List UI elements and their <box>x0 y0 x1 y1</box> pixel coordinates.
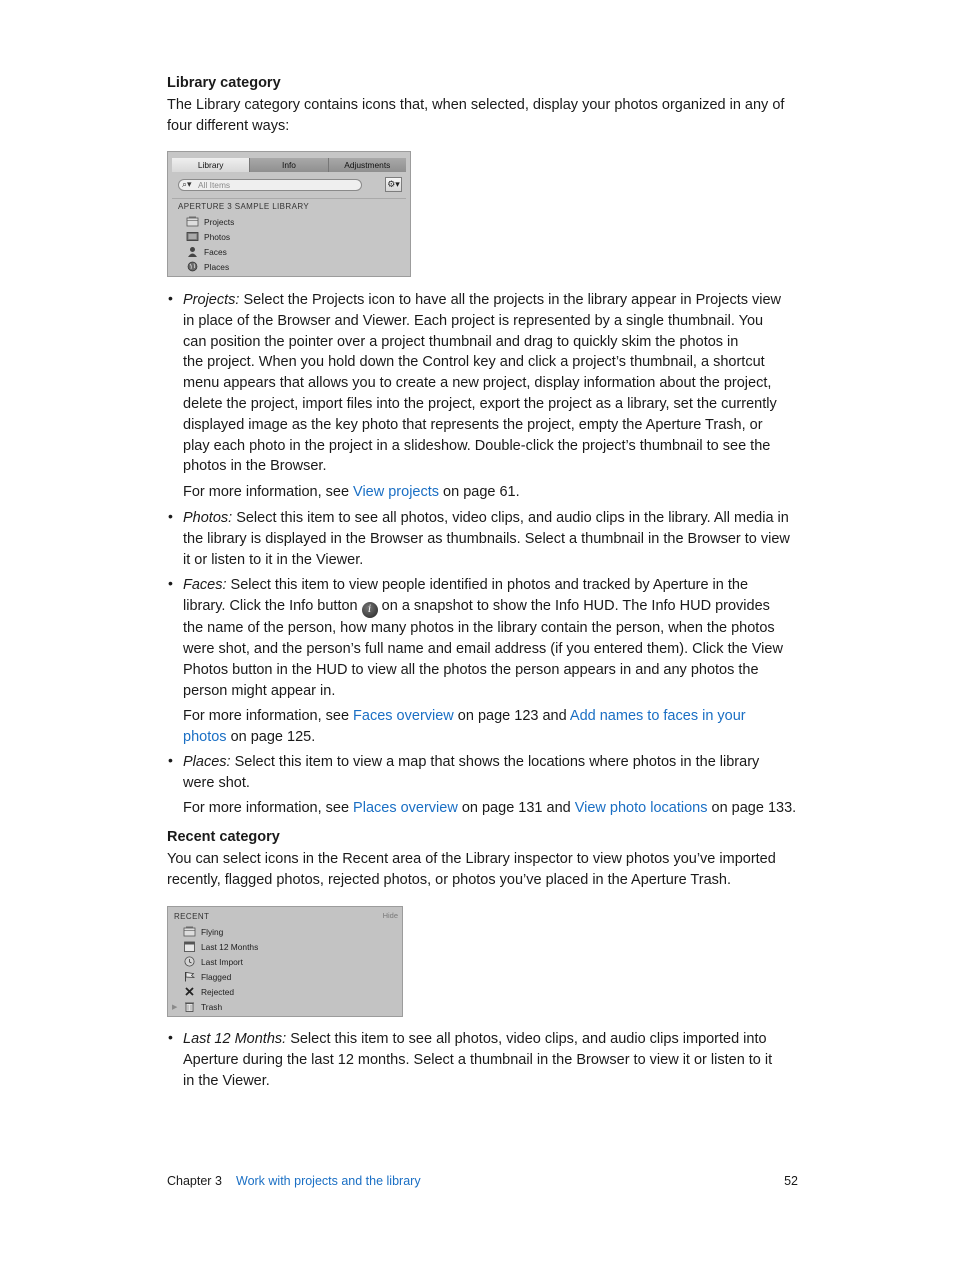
recent-header: RECENT <box>174 912 210 921</box>
projects-icon <box>186 216 199 227</box>
add-names-link-cont[interactable]: photos <box>183 729 227 746</box>
recent-category-intro-2: recently, flagged photos, rejected photos, or photos you’ve placed in the Aperture Trash. <box>167 872 731 888</box>
recent-item-label: Trash <box>201 1001 223 1012</box>
recent-category-intro-1: You can select icons in the Recent area of the Library inspector to view photos you’ve imported <box>167 851 776 867</box>
library-item-photos[interactable] <box>186 230 230 243</box>
library-bullet-list <box>167 290 807 818</box>
recent-panel-screenshot <box>167 906 403 1017</box>
faces-more-info: For more information, see Faces overview on page 123 and Add names to faces in your <box>183 708 746 725</box>
inspector-tabs <box>172 158 406 172</box>
trash-icon <box>183 1001 196 1012</box>
bullet-last-12-months: • Last 12 Months: Select this item to see all photos, video clips, and audio clips imported into Aperture during the last 12 months. Select a thumbnail in the Browser to view it or listen to it in the Viewer. <box>168 1029 773 1089</box>
recent-item-trash[interactable] <box>172 1000 222 1013</box>
project-icon <box>183 926 196 937</box>
library-header: APERTURE 3 SAMPLE LIBRARY <box>178 202 310 211</box>
faces-overview-link[interactable]: Faces overview <box>353 708 454 725</box>
add-names-link[interactable]: Add names to faces in your <box>569 708 746 725</box>
faces-icon <box>186 246 199 257</box>
recent-bullet-list <box>167 1029 807 1091</box>
bullet-projects: • Projects: Select the Projects icon to have all the projects in the library appear in Projects view in place of the Browser and Viewer. Each project is represented by a single thumbnail. You can position the pointer over a project thumbnail and drag to quickly skim the photos in the project. When you hold down the Control key and click a project’s thumbnail, a shortcut menu appears that allows you to create a new project, display information about the project, delete the project, import files into the project, export the project as a library, set the currently displayed image as the key photo that represents the project, empty the Aperture Trash, or play each photo in the project in a slideshow. Double-click the project’s thumbnail to see the photos in the Browser. For more information, see View projects on page 61. <box>167 290 807 503</box>
library-item-label: Places <box>204 261 230 272</box>
recent-item-flagged[interactable] <box>183 970 231 983</box>
info-button-icon: i <box>362 602 378 618</box>
photos-icon <box>186 231 199 242</box>
recent-item-label: Flagged <box>201 971 232 982</box>
view-projects-link[interactable]: View projects <box>353 484 440 501</box>
projects-more-info: For more information, see View projects on page 61. <box>183 484 520 501</box>
recent-item-flying[interactable] <box>183 925 223 938</box>
recent-item-last-import[interactable] <box>183 955 243 968</box>
places-icon <box>186 261 199 272</box>
recent-item-last-12-months[interactable] <box>183 940 258 953</box>
library-item-label: Projects <box>204 216 235 227</box>
gear-icon[interactable]: ⚙▾ <box>385 177 402 192</box>
recent-category-heading: Recent category <box>167 829 280 845</box>
tab-library[interactable]: Library <box>172 158 249 172</box>
bullet-faces: • Faces: Select this item to view people identified in photos and tracked by Aperture in the library. Click the Info button i on a snapshot to show the Info HUD. The Info HUD provides the name of the person, how many photos in the library contain the person, when the photos were shot, and the person’s full name and email address (if you entered them). Click the View Photos button in the HUD to view all the photos the person appears in and any photos the person might appear in. For more information, see Faces overview on page 123 and Add names to faces in your photos on page 125. <box>167 575 807 748</box>
import-clock-icon <box>183 956 196 967</box>
bullet-photos: • Photos: Select this item to see all photos, video clips, and audio clips in the library. All media in the library is displayed in the Browser as thumbnails. Select a thumbnail in the Browser to view it or listen to it in the Viewer. <box>168 507 790 568</box>
bullet-places: • Places: Select this item to view a map that shows the locations where photos in the library were shot. For more information, see Places overview on page 131 and View photo locations on page 133. <box>167 752 807 818</box>
search-input[interactable] <box>178 179 362 191</box>
library-item-label: Faces <box>204 246 227 257</box>
recent-item-label: Last 12 Months <box>201 941 259 952</box>
places-more-info: For more information, see Places overview on page 131 and View photo locations on page 133. <box>183 799 797 816</box>
library-item-label: Photos <box>204 231 231 242</box>
disclosure-triangle-icon[interactable]: ▶ <box>172 1003 178 1011</box>
x-icon <box>183 986 196 997</box>
search-icon: ⌕▾ <box>182 179 192 189</box>
library-category-intro: The Library category contains icons that, when selected, display your photos organized in any of four different ways: <box>167 97 785 134</box>
flag-icon <box>183 971 196 982</box>
hide-button[interactable]: Hide <box>382 911 398 920</box>
divider <box>172 198 406 199</box>
footer-chapter-title-link[interactable]: Work with projects and the library <box>236 1174 421 1188</box>
recent-item-label: Last Import <box>201 956 243 967</box>
page-number: 52 <box>784 1174 798 1188</box>
library-item-places[interactable] <box>186 260 229 273</box>
tab-info[interactable]: Info <box>249 158 327 172</box>
view-photo-locations-link[interactable]: View photo locations <box>574 799 708 816</box>
library-item-projects[interactable] <box>186 215 234 228</box>
search-placeholder: All Items <box>198 180 231 190</box>
library-inspector-screenshot <box>167 151 411 277</box>
recent-item-rejected[interactable] <box>183 985 234 998</box>
places-overview-link[interactable]: Places overview <box>353 799 458 816</box>
tab-adjustments[interactable]: Adjustments <box>328 158 406 172</box>
recent-item-label: Rejected <box>201 986 235 997</box>
calendar-icon <box>183 941 196 952</box>
library-item-faces[interactable] <box>186 245 227 258</box>
footer-chapter: Chapter 3 <box>167 1174 222 1188</box>
library-category-heading: Library category <box>167 75 281 91</box>
recent-item-label: Flying <box>201 926 224 937</box>
